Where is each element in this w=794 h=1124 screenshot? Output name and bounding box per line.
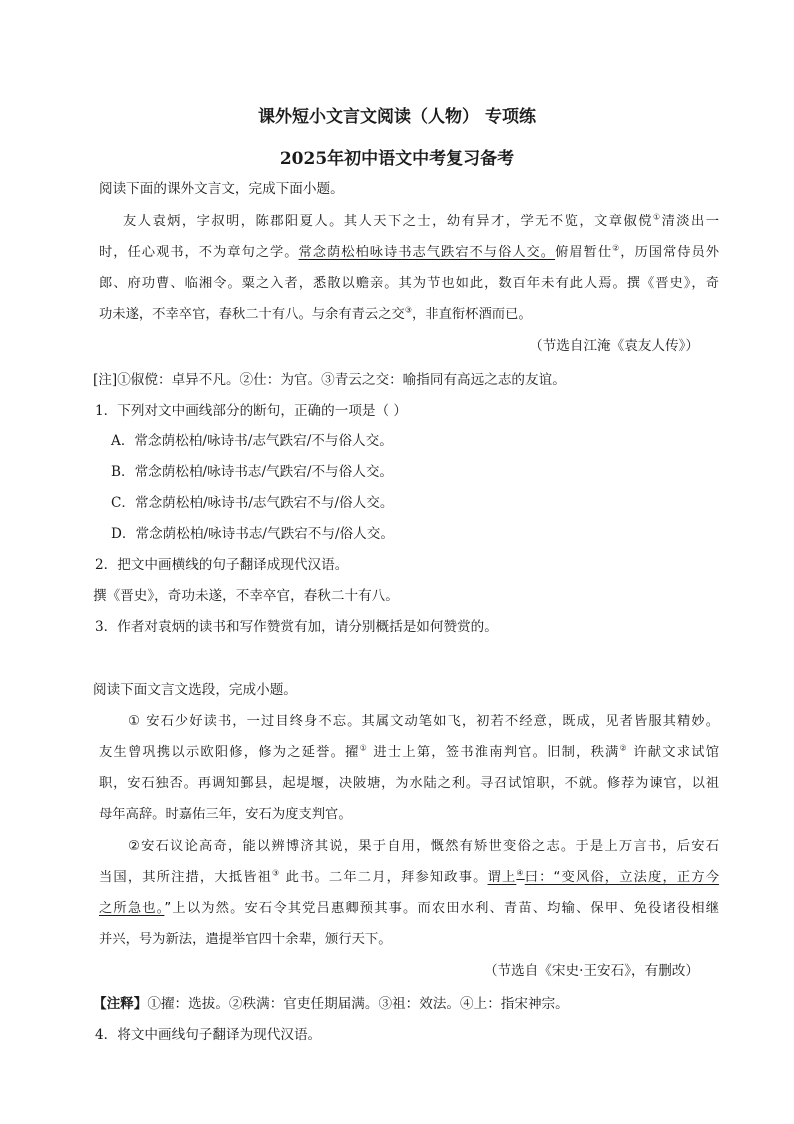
underlined-sentence: 常念荫松柏咏诗书志气跌宕不与俗人交。 [298,245,556,260]
footnote-mark: ① [359,743,368,753]
underlined-sentence: 之所急也。 [99,901,165,916]
question-4: 4．将文中画线句子翻译为现代汉语。 [95,1027,322,1043]
passage2-para2-line1: ②安石议论高奇，能以辨博济其说，果于自用，慨然有矫世变俗之志。于是上万言书，后安石 [128,839,719,854]
passage-text: 友人袁炳，字叔明，陈郡阳夏人。其人天下之士，幼有异才，学无不览，文章俶傥 [123,214,653,229]
footnote-mark: ③ [272,868,281,878]
passage-text: ，非直衔杯酒而已。 [412,307,532,322]
footnote-mark: ② [612,243,621,253]
passage2-para1-line4: 母年高辞。时嘉佑三年，安石为度支判官。 [99,807,352,822]
passage2-para1-line3: 职，安石独否。再调知鄞县，起堤堰，决陂塘，为水陆之利。寻召试馆职，不就。修荐为谏官，以祖 [99,776,719,791]
passage1-line1 [99,213,719,231]
passage-text: 俯眉暂仕 [555,245,613,260]
page-subtitle: 2025年初中语文中考复习备考 [279,149,515,169]
question-1-option-d: D．常念荫松柏/咏诗书志/气跌宕不与/俗人交。 [111,526,394,542]
passage2-source: （节选自《宋史·王安石》，有删改） [483,963,699,979]
question-2: 2．把文中画横线的句子翻译成现代汉语。 [95,557,349,573]
passage2-para1-line1: ① 安石少好读书，一过目终身不忘。其属文动笔如飞，初若不经意，既成，见者皆服其精妙。 [128,714,719,729]
underlined-sentence: 曰：“变风俗，立法度，正方今 [524,870,720,885]
footnote-mark: ④ [516,868,525,878]
page-title: 课外短小文言文阅读（人物） 专项练 [258,107,536,127]
passage1-notes: [注]①俶傥：卓异不凡。②仕：为官。③青云之交：喻指同有高远之志的友谊。 [93,372,566,388]
passage1-source: （节选自江淹《袁友人传》） [529,338,699,354]
notes-label: 【注释】 [93,996,148,1012]
passage2-para2-line3 [99,900,719,918]
passage1-line3: 郎、府功曹、临湘令。粟之入者，悉散以赡亲。其为节也如此，数百年未有此人焉。撰《晋史》，奇 [99,276,719,291]
passage-text: 时，任心观书，不为章句之学。 [99,245,299,260]
underlined-sentence: 谓上 [487,870,517,885]
footnote-mark: ③ [404,305,412,315]
passage2-para1-line2 [99,744,719,762]
passage-text: 当国，其所注措，大抵皆祖 [99,870,273,885]
section1-intro: 阅读下面的课外文言文，完成下面小题。 [99,181,344,197]
question-1-option-c: C．常念荫松柏/咏诗书/志气跌宕不与/俗人交。 [111,495,394,511]
footnote-mark: ① [652,212,662,222]
passage-text: ”上以为然。安石令其党吕惠卿预其事。而农田水利、青苗、均输、保甲、免役诸役相继 [164,901,719,916]
passage-text: 清淡出一 [661,214,720,229]
passage2-notes [93,995,569,1013]
question-3: 3．作者对袁炳的读书和写作赞赏有加，请分别概括是如何赞赏的。 [95,619,498,635]
footnote-mark: ② [619,743,628,753]
passage-text: 许献文求试馆 [627,745,720,760]
passage-text: 友生曾巩携以示欧阳修，修为之延誉。擢 [99,745,360,760]
notes-text: ①擢：选拔。②秩满：官吏任期届满。③祖：效法。④上：指宋神宗。 [147,996,569,1012]
question-1-option-b: B．常念荫松柏/咏诗书志/气跌宕/不与俗人交。 [111,464,394,480]
passage-text: 此书。二年二月，拜参知政事。 [280,870,488,885]
passage-text: 功未遂，不幸卒官，春秋二十有八。与余有青云之交 [99,307,405,322]
question-1-option-a: A．常念荫松柏/咏诗书/志气跌宕/不与俗人交。 [111,433,393,449]
passage2-para2-line4: 并兴，号为新法，遣提举官四十余辈，颁行天下。 [99,932,392,947]
section2-intro: 阅读下面文言文选段，完成小题。 [93,682,297,698]
passage1-line2 [99,244,719,262]
question-2-sentence: 撰《晋史》，奇功未遂，不幸卒官，春秋二十有八。 [93,588,399,604]
passage-text: ，历国常侍员外 [620,245,720,260]
passage2-para2-line2 [99,869,719,887]
passage1-line4 [99,306,532,324]
question-1: 1．下列对文中画线部分的断句，正确的一项是（ ） [95,403,408,419]
passage-text: 进士上第，签书淮南判官。旧制，秩满 [367,745,620,760]
